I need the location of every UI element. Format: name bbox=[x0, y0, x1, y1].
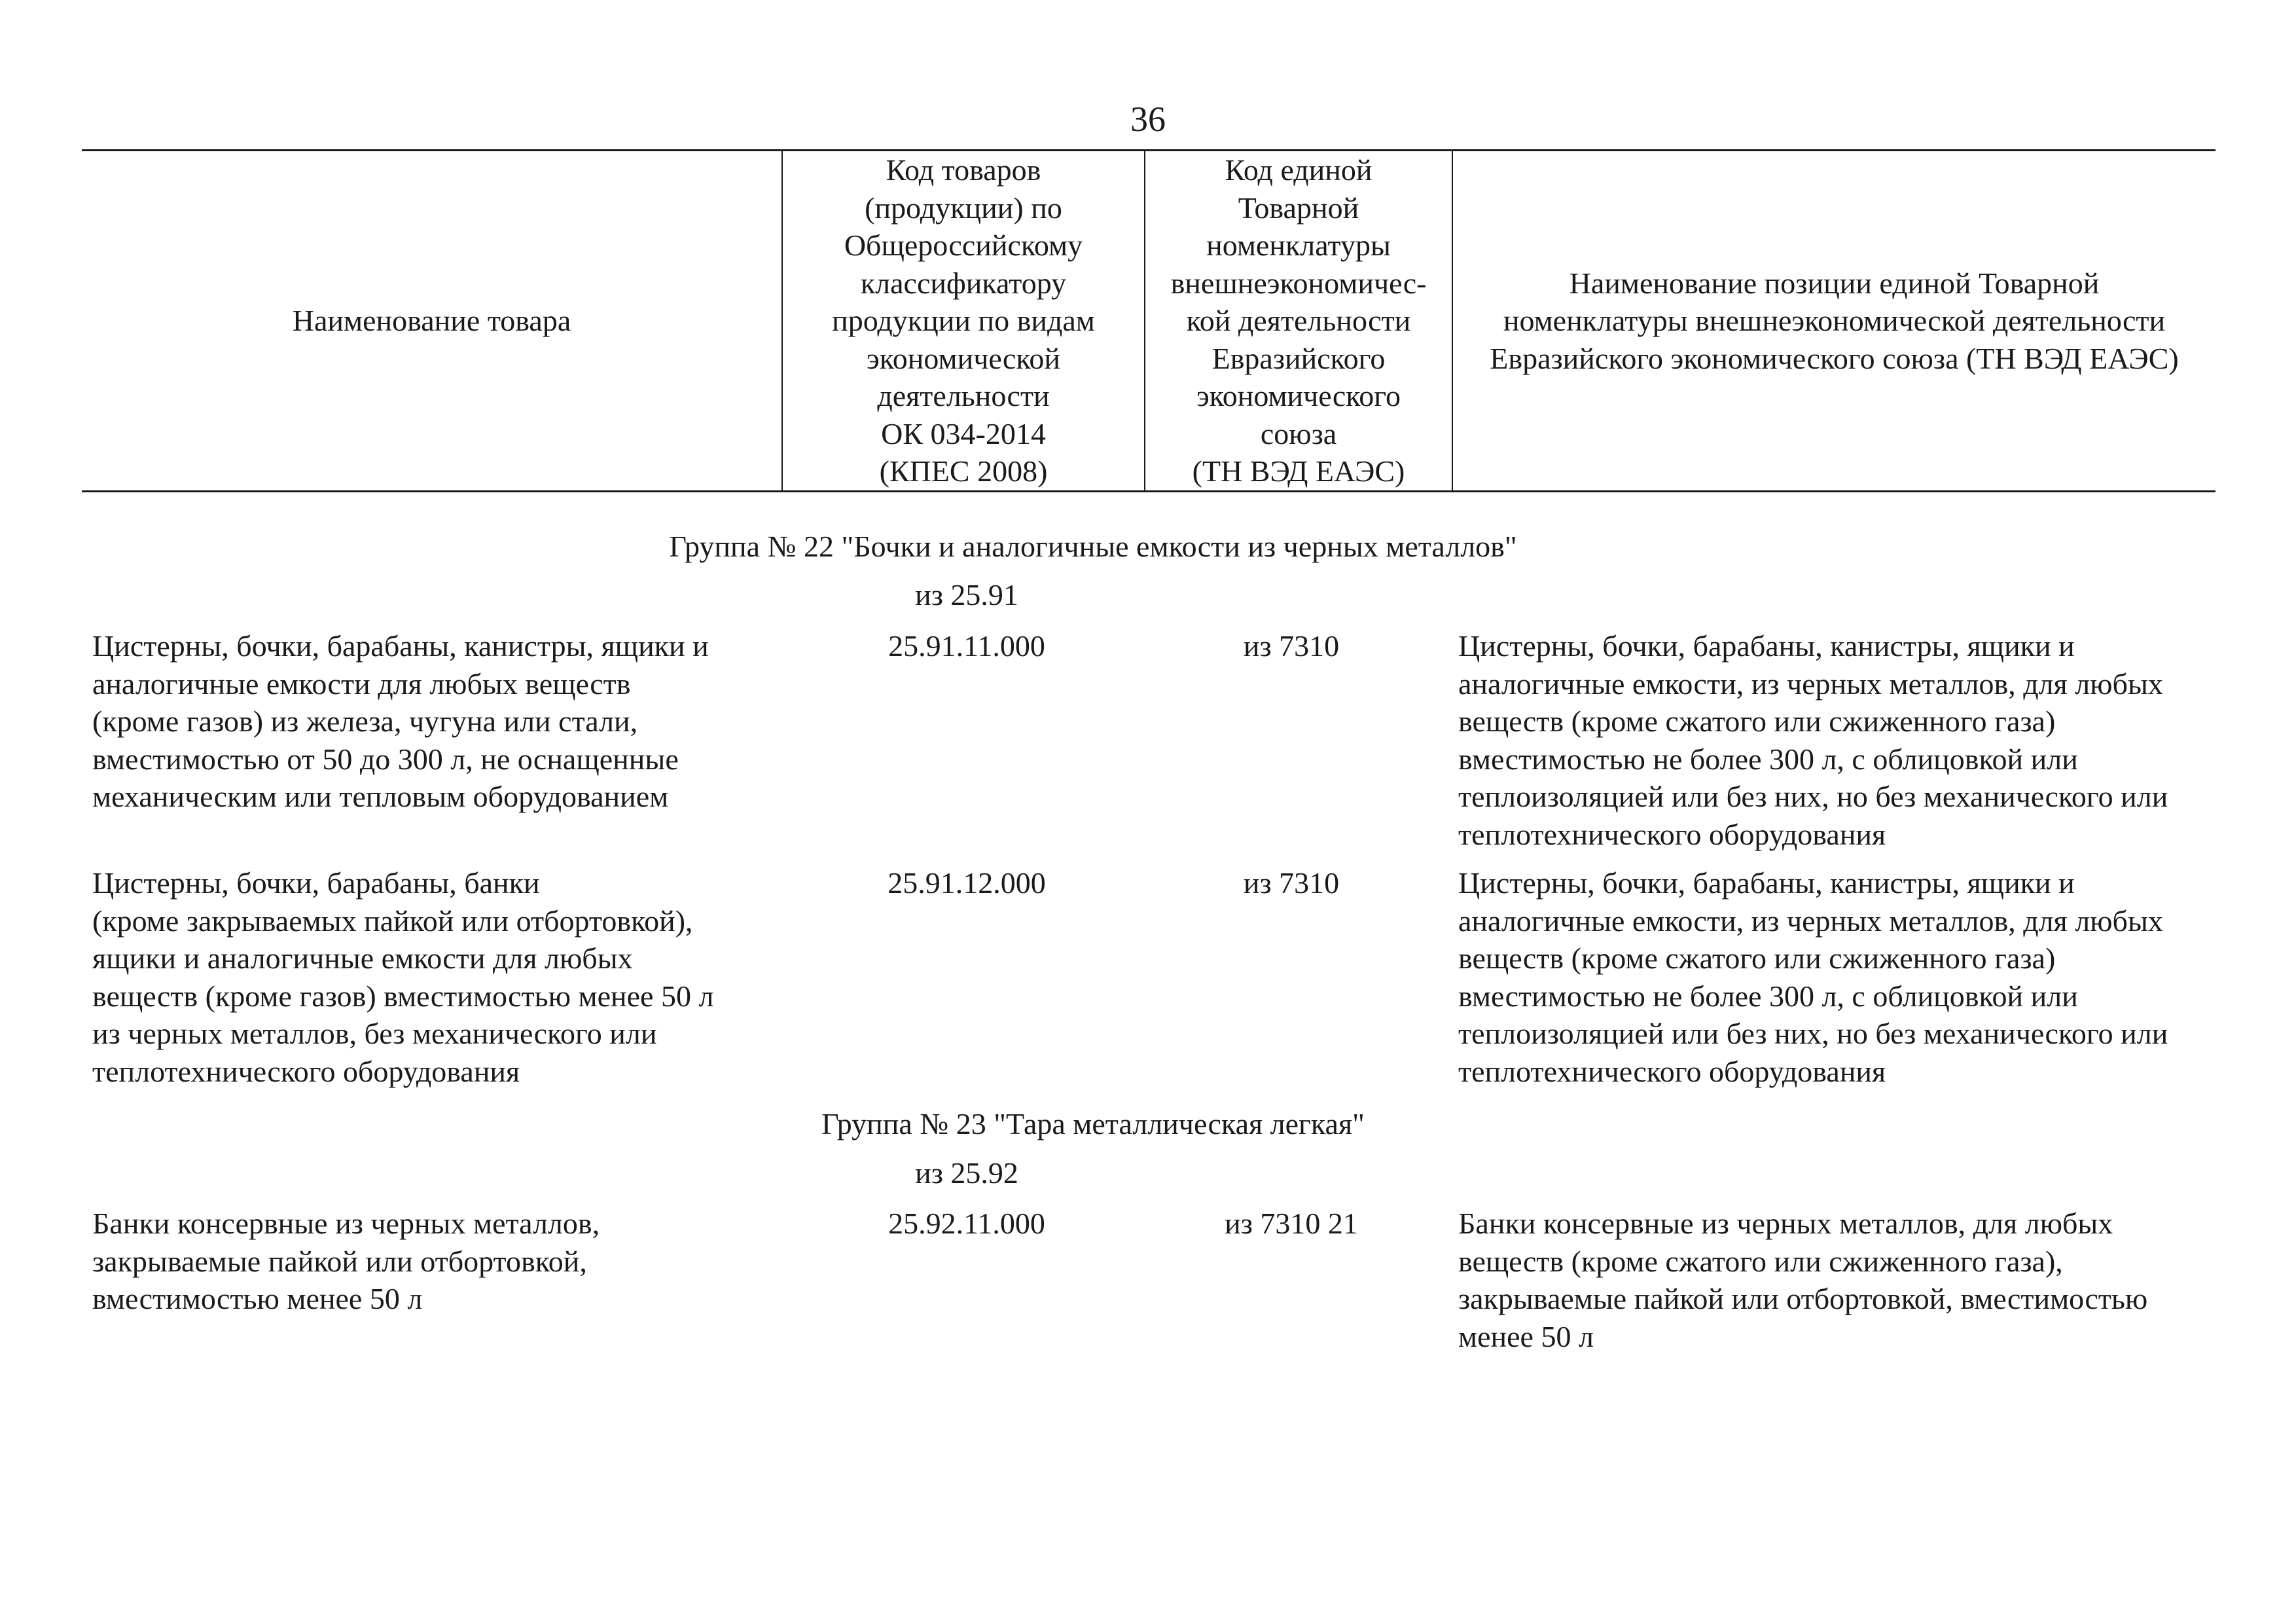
text-line: веществ (кроме сжатого или сжиженного газа) bbox=[1458, 941, 2056, 975]
row-product-name bbox=[92, 1205, 786, 1318]
subgroup-code: из 25.91 bbox=[915, 578, 1018, 611]
header-line: экономической bbox=[867, 341, 1060, 375]
header-product-name bbox=[82, 151, 782, 492]
subgroup-code: из 25.92 bbox=[915, 1156, 1018, 1190]
text-line: аналогичные емкости для любых веществ bbox=[92, 666, 631, 701]
header-line: (продукции) по bbox=[865, 191, 1062, 225]
text-line: веществ (кроме сжатого или сжиженного газа) bbox=[1458, 704, 2056, 738]
header-line: экономического bbox=[1196, 379, 1401, 412]
row-tnved-code: из 7310 21 bbox=[1225, 1207, 1358, 1240]
text-line: теплотехнического оборудования bbox=[1458, 1054, 1886, 1088]
header-line: продукции по видам bbox=[832, 304, 1095, 337]
group-title: Группа № 22 "Бочки и аналогичные емкости из черных металлов" bbox=[669, 530, 1517, 563]
header-line: Код единой bbox=[1225, 153, 1372, 187]
text-line: вместимостью от 50 до 300 л, не оснащенные bbox=[92, 742, 679, 776]
header-line: деятельности bbox=[877, 379, 1050, 412]
text-line: закрываемые пайкой или отбортовкой, bbox=[92, 1244, 587, 1278]
header-line: (ТН ВЭД ЕАЭС) bbox=[1192, 454, 1405, 488]
row-tnved-name bbox=[1458, 627, 2217, 853]
text-line: аналогичные емкости, из черных металлов, для любых bbox=[1458, 903, 2163, 938]
text-line: теплоизоляцией или без них, но без механического или bbox=[1458, 1017, 2168, 1050]
text-line: ящики и аналогичные емкости для любых bbox=[92, 941, 633, 975]
text-line: Банки консервные из черных металлов, для любых bbox=[1458, 1207, 2113, 1240]
text-line: менее 50 л bbox=[1458, 1319, 1594, 1353]
row-product-name bbox=[92, 864, 786, 1090]
text-line: (кроме закрываемых пайкой или отбортовкой), bbox=[92, 903, 693, 938]
row-tnved-name bbox=[1458, 864, 2217, 1090]
text-line: веществ (кроме сжатого или сжиженного газа), bbox=[1458, 1244, 2063, 1278]
header-line: кой деятельности bbox=[1186, 304, 1411, 337]
header-line: номенклатуры внешнеэкономической деятельности bbox=[1503, 304, 2166, 337]
header-line: Наименование позиции единой Товарной bbox=[1569, 266, 2100, 300]
row-okpd-code: 25.92.11.000 bbox=[888, 1207, 1045, 1240]
text-line: Цистерны, бочки, барабаны, канистры, ящики и bbox=[1458, 866, 2075, 900]
header-line: номенклатуры bbox=[1206, 228, 1391, 262]
row-tnved-name bbox=[1458, 1205, 2217, 1355]
text-line: вместимостью менее 50 л bbox=[92, 1282, 423, 1315]
text-line: теплотехнического оборудования bbox=[1458, 817, 1886, 851]
text-line: Цистерны, бочки, барабаны, банки bbox=[92, 866, 540, 900]
header-line: внешнеэкономичес- bbox=[1170, 266, 1427, 300]
header-line: ОК 034-2014 bbox=[881, 416, 1046, 450]
header-line: Товарной bbox=[1238, 191, 1359, 225]
text-line: Цистерны, бочки, барабаны, канистры, ящики и bbox=[92, 629, 709, 663]
text-line: Цистерны, бочки, барабаны, канистры, ящики и bbox=[1458, 629, 2075, 663]
text-line: вместимостью не более 300 л, с облицовкой или bbox=[1458, 979, 2078, 1013]
text-line: вместимостью не более 300 л, с облицовкой или bbox=[1458, 742, 2078, 776]
group-title: Группа № 23 "Тара металлическая легкая" bbox=[821, 1107, 1365, 1140]
text-line: теплотехнического оборудования bbox=[92, 1054, 520, 1088]
row-okpd-code: 25.91.12.000 bbox=[888, 866, 1046, 900]
header-tnved-name bbox=[1452, 151, 2215, 492]
row-okpd-code: 25.91.11.000 bbox=[888, 629, 1045, 663]
header-line: классификатору bbox=[860, 266, 1067, 300]
header-line: Общероссийскому bbox=[844, 228, 1083, 262]
header-line: Наименование товара bbox=[292, 304, 571, 337]
header-tnved-code bbox=[1145, 151, 1452, 492]
header-line: Код товаров bbox=[886, 153, 1041, 187]
header-line: Евразийского экономического союза (ТН ВЭД ЕАЭС) bbox=[1490, 341, 2179, 375]
header-line: Евразийского bbox=[1211, 341, 1386, 375]
text-line: теплоизоляцией или без них, но без механического или bbox=[1458, 780, 2168, 813]
row-product-name bbox=[92, 627, 786, 816]
header-line: (КПЕС 2008) bbox=[879, 454, 1048, 488]
text-line: веществ (кроме газов) вместимостью менее 50 л bbox=[92, 979, 714, 1013]
table-header bbox=[82, 149, 2215, 492]
text-line: из черных металлов, без механического или bbox=[92, 1017, 657, 1050]
header-okpd-code bbox=[782, 151, 1145, 492]
text-line: (кроме газов) из железа, чугуна или стали, bbox=[92, 704, 638, 738]
text-line: Банки консервные из черных металлов, bbox=[92, 1207, 600, 1240]
row-tnved-code: из 7310 bbox=[1243, 629, 1340, 663]
page-number: 36 bbox=[1130, 100, 1166, 139]
row-tnved-code: из 7310 bbox=[1243, 866, 1340, 900]
text-line: аналогичные емкости, из черных металлов, для любых bbox=[1458, 666, 2163, 701]
text-line: закрываемые пайкой или отбортовкой, вместимостью bbox=[1458, 1282, 2148, 1315]
text-line: механическим или тепловым оборудованием bbox=[92, 780, 669, 813]
header-line: союза bbox=[1260, 416, 1337, 450]
